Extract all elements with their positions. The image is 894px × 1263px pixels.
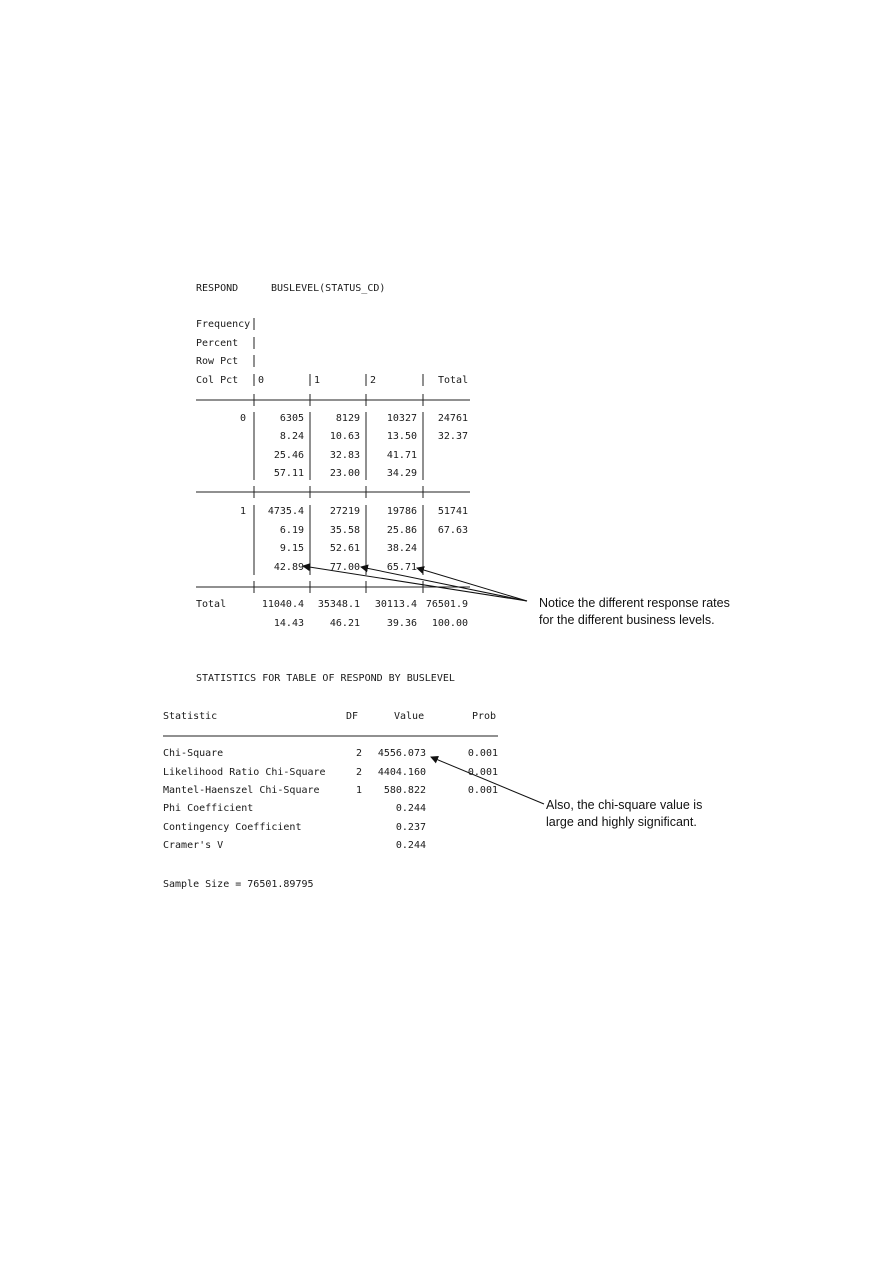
cell-value: 27219	[329, 506, 360, 517]
statistics-title: STATISTICS FOR TABLE OF RESPOND BY BUSLEVEL	[196, 673, 455, 684]
cell-value: 6.19	[279, 525, 304, 536]
cell-value: 34.29	[386, 468, 417, 479]
header-df: DF	[346, 711, 359, 722]
total-value: 30113.4	[374, 599, 417, 610]
stat-name: Mantel-Haenszel Chi-Square	[163, 785, 320, 796]
stat-value: 580.822	[383, 785, 426, 796]
cell-value: 32.83	[329, 450, 360, 461]
stat-prob: 0.001	[467, 785, 498, 796]
row-label: 1	[239, 506, 246, 517]
annotation-response-rates-line-2: for the different business levels.	[539, 613, 715, 627]
stat-value: 0.237	[395, 822, 426, 833]
cell-total: 32.37	[437, 431, 468, 442]
column-header-1: 1	[314, 375, 321, 386]
stat-name: Likelihood Ratio Chi-Square	[163, 767, 326, 778]
total-value: 11040.4	[261, 599, 304, 610]
stat-name: Contingency Coefficient	[163, 822, 302, 833]
stat-name: Chi-Square	[163, 748, 224, 759]
cell-value: 42.89	[273, 562, 304, 573]
row-label: 0	[239, 413, 246, 424]
cell-value: 25.86	[386, 525, 417, 536]
cell-value: 77.00	[329, 562, 360, 573]
stat-df: 2	[355, 767, 362, 778]
annotation-chi-square-line-1: Also, the chi-square value is	[546, 798, 703, 812]
cell-value: 52.61	[329, 543, 360, 554]
total-percent: 46.21	[329, 618, 360, 629]
total-label: Total	[196, 599, 227, 610]
annotation-response-rates-line-1: Notice the different response rates	[539, 596, 730, 610]
cell-value: 8.24	[279, 431, 304, 442]
column-variable: BUSLEVEL(STATUS_CD)	[271, 283, 386, 294]
legend-row-pct: Row Pct	[196, 356, 239, 367]
total-value: 35348.1	[317, 599, 360, 610]
cell-value: 6305	[279, 413, 304, 424]
stat-value: 0.244	[395, 840, 426, 851]
stat-df: 1	[355, 785, 362, 796]
cell-value: 8129	[335, 413, 360, 424]
stat-value: 4556.073	[377, 748, 426, 759]
cell-total: 24761	[437, 413, 468, 424]
cell-value: 10327	[386, 413, 417, 424]
stat-name: Phi Coefficient	[163, 803, 254, 814]
legend-col-pct: Col Pct	[196, 375, 239, 386]
cell-value: 4735.4	[267, 506, 304, 517]
annotation-chi-square-line-2: large and highly significant.	[546, 815, 697, 829]
cell-value: 19786	[386, 506, 417, 517]
header-value: Value	[394, 711, 425, 722]
stat-prob: 0.001	[467, 767, 498, 778]
cell-value: 65.71	[386, 562, 417, 573]
stat-value: 0.244	[395, 803, 426, 814]
cell-value: 25.46	[273, 450, 304, 461]
header-prob: Prob	[472, 711, 497, 722]
cell-value: 38.24	[386, 543, 417, 554]
header-statistic: Statistic	[163, 711, 218, 722]
stat-df: 2	[355, 748, 362, 759]
column-header-2: 2	[370, 375, 377, 386]
stat-value: 4404.160	[377, 767, 426, 778]
total-percent: 39.36	[386, 618, 417, 629]
cell-value: 13.50	[386, 431, 417, 442]
sample-size: Sample Size = 76501.89795	[163, 879, 314, 890]
total-percent: 14.43	[273, 618, 304, 629]
column-header-0: 0	[258, 375, 265, 386]
cell-value: 41.71	[386, 450, 417, 461]
cell-value: 9.15	[279, 543, 304, 554]
row-variable: RESPOND	[196, 283, 239, 294]
cell-value: 57.11	[273, 468, 304, 479]
cell-value: 35.58	[329, 525, 360, 536]
cell-value: 10.63	[329, 431, 360, 442]
cell-total: 51741	[437, 506, 468, 517]
legend-frequency: Frequency	[196, 319, 251, 330]
legend-percent: Percent	[196, 338, 239, 349]
grand-total: 76501.9	[425, 599, 468, 610]
stat-prob: 0.001	[467, 748, 498, 759]
cell-total: 67.63	[437, 525, 468, 536]
stat-name: Cramer's V	[163, 840, 224, 851]
grand-total-percent: 100.00	[431, 618, 468, 629]
cell-value: 23.00	[329, 468, 360, 479]
column-header-total: Total	[438, 375, 469, 386]
